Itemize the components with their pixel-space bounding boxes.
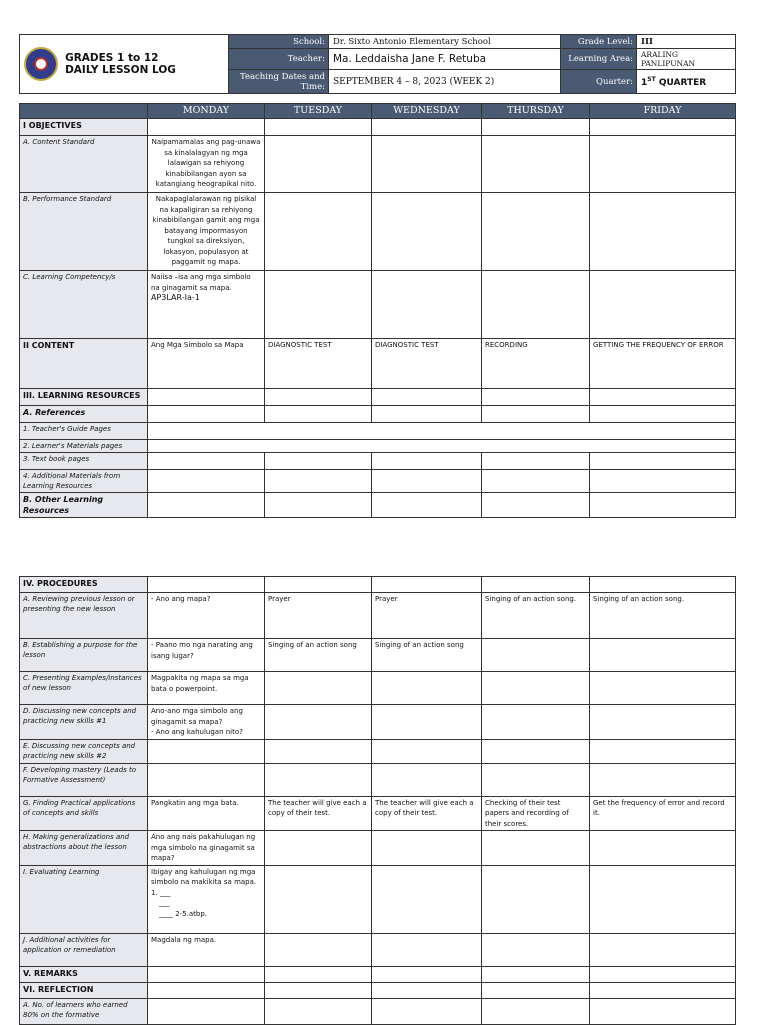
dates-value: SEPTEMBER 4 – 8, 2023 (WEEK 2)	[329, 70, 561, 94]
procedure-h-label: H. Making generalizations and abstractions about the lesson	[20, 831, 148, 866]
day-header-monday: MONDAY	[148, 104, 265, 119]
dates-label: Teaching Dates and Time:	[229, 70, 329, 94]
learners-materials-label: 2. Learner's Materials pages	[20, 440, 148, 453]
teacher-value: Ma. Leddaisha Jane F. Retuba	[329, 49, 561, 70]
day-header-blank	[20, 104, 148, 119]
procedures-title: IV. PROCEDURES	[20, 577, 148, 593]
day-header-thursday: THURSDAY	[482, 104, 590, 119]
procedure-b-label: B. Establishing a purpose for the lesson	[20, 639, 148, 672]
procedure-i-label: I. Evaluating Learning	[20, 865, 148, 933]
procedure-a-wednesday: Prayer	[372, 593, 482, 639]
content-tuesday: DIAGNOSTIC TEST	[265, 339, 372, 389]
content-wednesday: DIAGNOSTIC TEST	[372, 339, 482, 389]
quarter-value: 1ST QUARTER	[637, 70, 736, 94]
competency-code: AP3LAR-Ia-1	[151, 293, 200, 302]
learning-competency-monday	[148, 271, 265, 339]
content-monday: Ang Mga Simbolo sa Mapa	[148, 339, 265, 389]
procedure-a-monday: - Ano ang mapa?	[148, 593, 265, 639]
learning-area-label: Learning Area:	[561, 49, 637, 70]
procedure-g-thursday: Checking of their test papers and recording of their scores.	[482, 796, 590, 831]
procedure-c-label: C. Presenting Examples/instances of new lesson	[20, 672, 148, 705]
content-friday: GETTING THE FREQUENCY OF ERROR	[590, 339, 736, 389]
content-standard-label: A. Content Standard	[20, 136, 148, 193]
additional-materials-label: 4. Additional Materials from Learning Resources	[20, 470, 148, 493]
procedure-j-label: J. Additional activities for application or remediation	[20, 933, 148, 966]
procedure-g-friday: Get the frequency of error and record it.	[590, 796, 736, 831]
learning-competency-label: C. Learning Competency/s	[20, 271, 148, 339]
procedure-b-tuesday: Singing of an action song	[265, 639, 372, 672]
performance-standard-label: B. Performance Standard	[20, 193, 148, 271]
procedure-j-monday: Magdala ng mapa.	[148, 933, 265, 966]
procedure-f-label: F. Developing mastery (Leads to Formative Assessment)	[20, 763, 148, 796]
teacher-label: Teacher:	[229, 49, 329, 70]
procedure-b-wednesday: Singing of an action song	[372, 639, 482, 672]
procedure-a-label: A. Reviewing previous lesson or presenting the new lesson	[20, 593, 148, 639]
procedure-e-label: E. Discussing new concepts and practicing new skills #2	[20, 739, 148, 763]
content-thursday: RECORDING	[482, 339, 590, 389]
procedure-g-wednesday: The teacher will give each a copy of their test.	[372, 796, 482, 831]
procedure-a-tuesday: Prayer	[265, 593, 372, 639]
learning-resources-title: III. LEARNING RESOURCES	[20, 389, 148, 406]
grade-label: Grade Level:	[561, 35, 637, 49]
content-title: II CONTENT	[20, 339, 148, 389]
competency-text: Naiisa –isa ang mga simbolo na ginagamit sa mapa.	[151, 273, 251, 292]
performance-standard-monday: Nakapaglalarawan ng pisikal na kapaligiran sa rehiyong kinabibilangan gamit ang mga batayang impormasyon tungkol sa direksiyon, lokasyon, populasyon at paggamit ng mapa.	[148, 193, 265, 271]
procedure-i-monday: Ibigay ang kahulugan ng mga simbolo na makikita sa mapa. 1. ___ ___ ____ 2-5.atbp.	[148, 865, 265, 933]
reflection-title: VI. REFLECTION	[20, 982, 148, 998]
form-title-line1: GRADES 1 to 12	[65, 52, 159, 64]
header-table	[19, 34, 736, 94]
procedure-g-tuesday: The teacher will give each a copy of their test.	[265, 796, 372, 831]
procedure-g-monday: Pangkatin ang mga bata.	[148, 796, 265, 831]
objectives-title: I OBJECTIVES	[20, 119, 148, 136]
school-label: School:	[229, 35, 329, 49]
form-title-line2: DAILY LESSON LOG	[65, 64, 176, 76]
procedures-table	[19, 576, 736, 1025]
other-resources-title: B. Other Learning Resources	[20, 493, 148, 518]
quarter-label: Quarter:	[561, 70, 637, 94]
procedure-g-label: G. Finding Practical applications of concepts and skills	[20, 796, 148, 831]
teachers-guide-label: 1. Teacher's Guide Pages	[20, 423, 148, 440]
procedure-c-monday: Magpakita ng mapa sa mga bata o powerpoint.	[148, 672, 265, 705]
day-header-wednesday: WEDNESDAY	[372, 104, 482, 119]
procedure-d-monday: Ano-ano mga simbolo ang ginagamit sa mapa? - Ano ang kahulugan nito?	[148, 705, 265, 740]
procedure-h-monday: Ano ang nais pakahulugan ng mga simbolo na ginagamit sa mapa?	[148, 831, 265, 866]
textbook-pages-label: 3. Text book pages	[20, 453, 148, 470]
day-header-friday: FRIDAY	[590, 104, 736, 119]
references-title: A. References	[20, 406, 148, 423]
reflection-a-label: A. No. of learners who earned 80% on the formative	[20, 998, 148, 1024]
content-standard-monday: Naipamamalas ang pag-unawa sa kinalalagyan ng mga lalawigan sa rehiyong kinabibilangan ayon sa katangiang heograpikal nito.	[148, 136, 265, 193]
header-title-cell	[20, 35, 229, 94]
learning-area-value: ARALING PANLIPUNAN	[637, 49, 736, 70]
procedure-b-monday: - Paano mo nga narating ang isang lugar?	[148, 639, 265, 672]
objectives-table	[19, 103, 736, 518]
day-header-tuesday: TUESDAY	[265, 104, 372, 119]
procedure-a-friday: Singing of an action song.	[590, 593, 736, 639]
school-value: Dr. Sixto Antonio Elementary School	[329, 35, 561, 49]
procedure-d-label: D. Discussing new concepts and practicing new skills #1	[20, 705, 148, 740]
grade-value: III	[637, 35, 736, 49]
deped-logo-icon	[24, 47, 58, 81]
procedure-a-thursday: Singing of an action song.	[482, 593, 590, 639]
remarks-title: V. REMARKS	[20, 966, 148, 982]
